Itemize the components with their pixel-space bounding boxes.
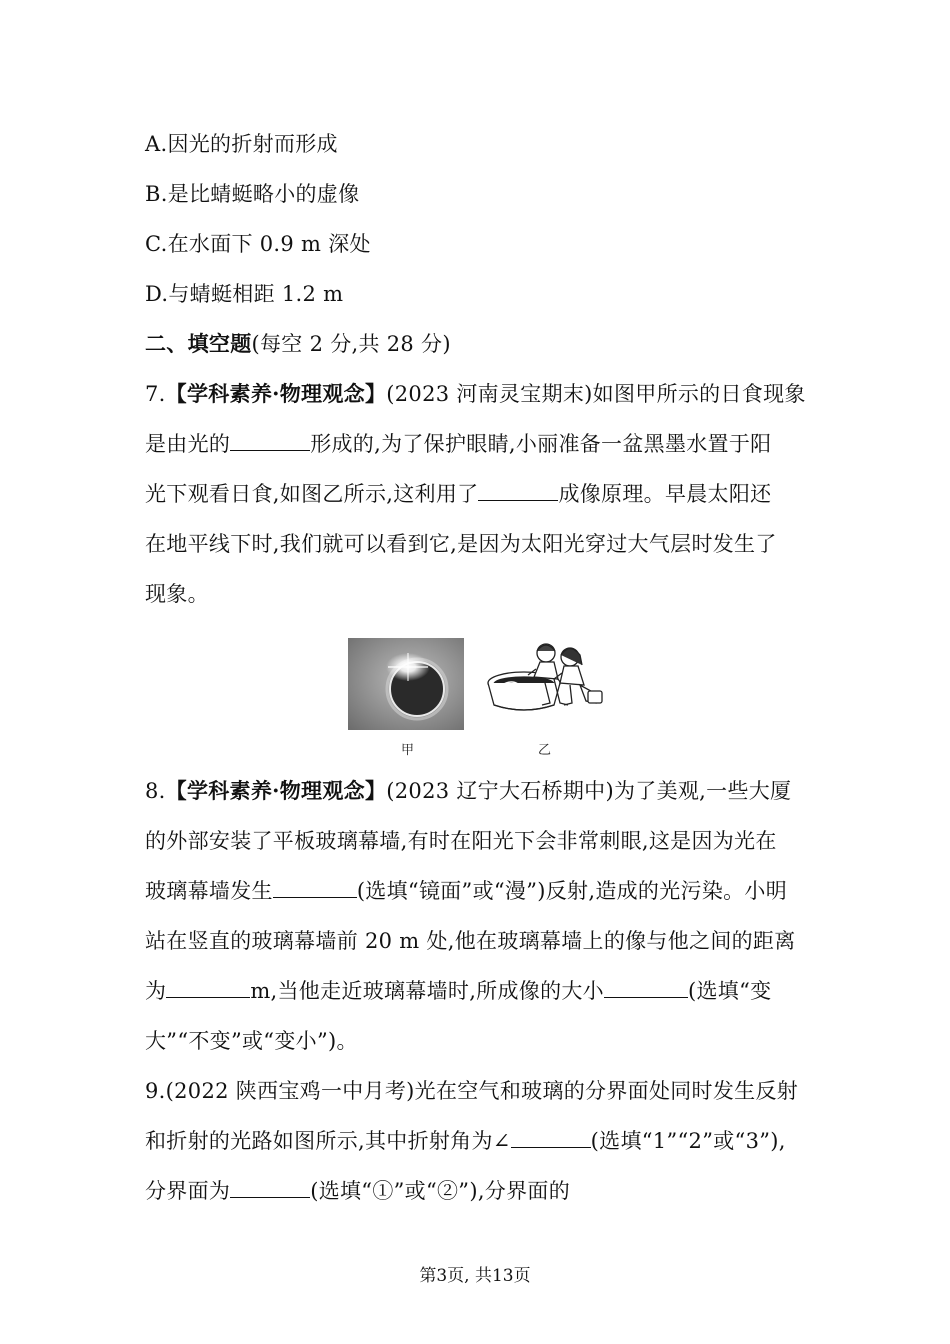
q7-text: 光下观看日食,如图乙所示,这利用了	[145, 482, 479, 506]
q8-line-1	[145, 775, 791, 805]
q8-source: (2023 辽宁大石桥期中)为了美观,一些大厦	[386, 779, 792, 803]
caption-jia: 甲	[401, 743, 415, 758]
q8-text: 玻璃幕墙发生	[145, 879, 273, 903]
q9-line-3	[145, 1175, 570, 1205]
q7-tag: 【学科素养·物理观念】	[165, 381, 387, 406]
q8-line-4: 站在竖直的玻璃幕墙前 20 m 处,他在玻璃幕墙上的像与他之间的距离	[145, 929, 796, 953]
option-a: A.因光的折射而形成	[145, 132, 338, 156]
q9-text: 和折射的光路如图所示,其中折射角为∠	[145, 1129, 511, 1153]
q8-line-5	[145, 975, 771, 1005]
q7-text: 形成的,为了保护眼睛,小丽准备一盆黑墨水置于阳	[310, 432, 772, 456]
q7-number: 7.	[145, 382, 166, 406]
q7-source: (2023 河南灵宝期末)如图甲所示的日食现象	[386, 382, 806, 406]
solar-eclipse-image	[348, 638, 464, 730]
q8-text: m,当他走近玻璃幕墙时,所成像的大小	[250, 979, 604, 1003]
q7-line-2	[145, 428, 771, 458]
q8-line-3	[145, 875, 787, 905]
q8-tag: 【学科素养·物理观念】	[165, 778, 387, 803]
answer-blank[interactable]	[230, 1179, 310, 1198]
q7-line-5: 现象。	[145, 582, 209, 606]
caption-yi: 乙	[538, 743, 552, 758]
answer-blank[interactable]	[166, 979, 250, 998]
q9-line-1: 9.(2022 陕西宝鸡一中月考)光在空气和玻璃的分界面处同时发生反射	[145, 1079, 799, 1103]
q8-text: 为	[145, 979, 167, 1003]
page-footer: 第3页, 共13页	[419, 1266, 531, 1286]
section-title: 二、填空题	[145, 331, 252, 356]
q7-text: 成像原理。早晨太阳还	[558, 482, 772, 506]
q8-line-2: 的外部安装了平板玻璃幕墙,有时在阳光下会非常刺眼,这是因为光在	[145, 829, 777, 853]
option-b: B.是比蜻蜓略小的虚像	[145, 182, 360, 206]
q7-line-4: 在地平线下时,我们就可以看到它,是因为太阳光穿过大气层时发生了	[145, 532, 777, 556]
q8-line-6: 大”“不变”或“变小”)。	[145, 1029, 358, 1053]
children-basin-image	[484, 633, 608, 733]
answer-blank[interactable]	[604, 979, 688, 998]
q8-text: (选填“变	[687, 979, 772, 1003]
answer-blank[interactable]	[511, 1129, 591, 1148]
q9-text: (选填“1”“2”或“3”),	[590, 1129, 786, 1153]
q9-text: 分界面为	[145, 1179, 231, 1203]
q9-line-2	[145, 1125, 786, 1155]
answer-blank[interactable]	[230, 432, 310, 451]
option-c: C.在水面下 0.9 m 深处	[145, 232, 371, 256]
q9-text: (选填“①”或“②”),分界面的	[310, 1179, 571, 1203]
q8-number: 8.	[145, 779, 166, 803]
q7-text: 是由光的	[145, 432, 231, 456]
answer-blank[interactable]	[273, 879, 357, 898]
q7-line-1	[145, 378, 806, 408]
answer-blank[interactable]	[478, 482, 558, 501]
q8-text: (选填“镜面”或“漫”)反射,造成的光污染。小明	[356, 879, 788, 903]
option-d: D.与蜻蜓相距 1.2 m	[145, 282, 344, 306]
q7-line-3	[145, 478, 771, 508]
section-note: (每空 2 分,共 28 分)	[251, 332, 451, 356]
section-heading	[145, 328, 451, 358]
